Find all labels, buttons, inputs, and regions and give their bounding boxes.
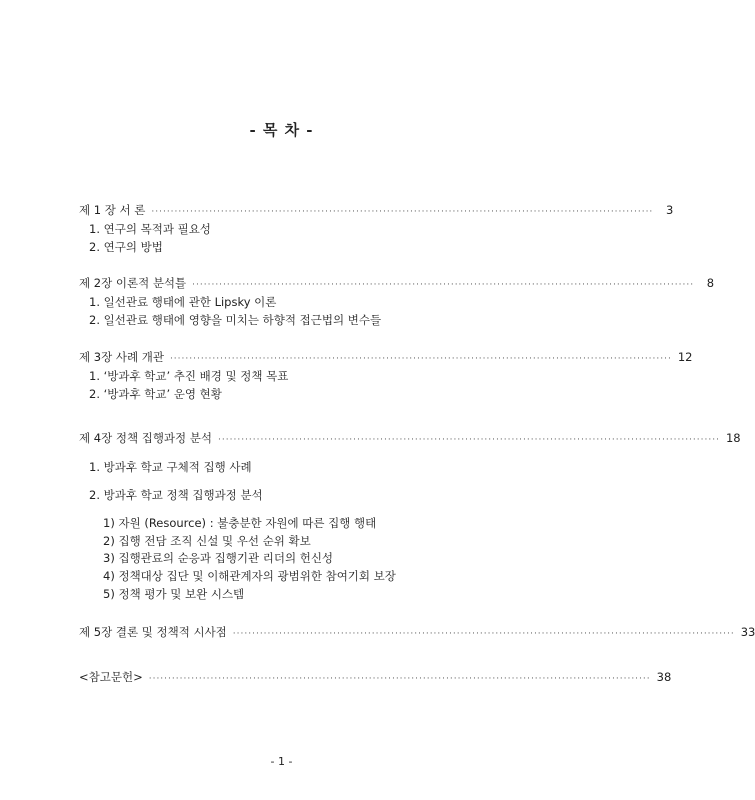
chapter-label: 제 2장 이론적 분석틀 xyxy=(79,276,187,290)
toc-item: 2. 연구의 방법 xyxy=(89,240,163,254)
toc-subitem: 4) 정책대상 집단 및 이해관계자의 광범위한 참여기회 보장 xyxy=(103,569,396,583)
toc-subitem: 5) 정책 평가 및 보완 시스템 xyxy=(103,587,245,601)
toc-references xyxy=(79,669,672,685)
page-footer: - 1 - xyxy=(270,755,293,768)
toc-item: 1. 연구의 목적과 필요성 xyxy=(89,222,211,236)
toc-item: 2. 일선관료 행태에 영향을 미치는 하향적 접근법의 변수들 xyxy=(89,313,382,327)
chapter-label: 제 3장 사례 개관 xyxy=(79,350,164,364)
page-number: 18 xyxy=(725,431,741,445)
toc-item: 2. 방과후 학교 정책 집행과정 분석 xyxy=(89,488,263,502)
toc-item: 1. 방과후 학교 구체적 집행 사례 xyxy=(89,460,252,474)
page-number: 3 xyxy=(665,203,674,217)
toc-chapter-3 xyxy=(79,349,693,365)
toc-subitem: 2) 집행 전담 조직 신설 및 우선 순위 확보 xyxy=(103,534,311,548)
dot-leader: ·································································································································· xyxy=(148,674,651,684)
chapter-label: 제 1 장 서 론 xyxy=(79,203,146,217)
toc-chapter-1 xyxy=(79,202,674,218)
chapter-label: 제 5장 결론 및 정책적 시사점 xyxy=(79,625,227,639)
dot-leader: ·································································································································· xyxy=(218,435,720,445)
page-number: 38 xyxy=(656,670,672,684)
toc-item: 1. ‘방과후 학교’ 추진 배경 및 정책 목표 xyxy=(89,369,289,383)
chapter-label: <참고문헌> xyxy=(79,670,143,684)
toc-chapter-5 xyxy=(79,624,755,640)
dot-leader: ·································································································································· xyxy=(232,629,735,639)
toc-subitem: 3) 집행관료의 순응과 집행기관 리더의 헌신성 xyxy=(103,551,334,565)
page-number: 8 xyxy=(706,276,715,290)
dot-leader: ·································································································································· xyxy=(169,354,672,364)
toc-item: 2. ‘방과후 학교’ 운영 현황 xyxy=(89,387,222,401)
page-number: 33 xyxy=(740,625,755,639)
toc-item: 1. 일선관료 행태에 관한 Lipsky 이론 xyxy=(89,295,277,309)
dot-leader: ·································································································································· xyxy=(192,280,695,290)
dot-leader: ·································································································································· xyxy=(151,207,654,217)
page-number: 12 xyxy=(677,350,693,364)
toc-subitem: 1) 자원 (Resource) : 불충분한 자원에 따른 집행 행태 xyxy=(103,516,377,530)
page-title: - 목 차 - xyxy=(249,121,314,139)
toc-chapter-4 xyxy=(79,430,741,446)
chapter-label: 제 4장 정책 집행과정 분석 xyxy=(79,431,213,445)
toc-chapter-2 xyxy=(79,275,715,291)
